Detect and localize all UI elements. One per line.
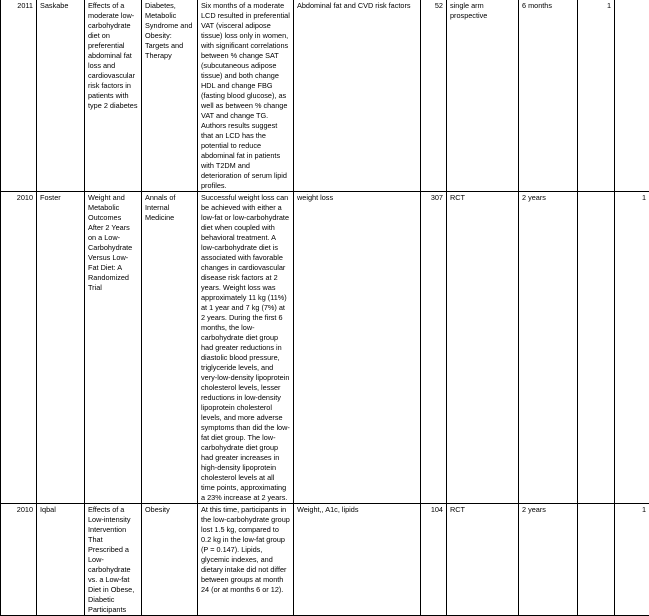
summary-cell: Successful weight loss can be achieved with either a low-fat or low-carbohydrate diet when coupled with behavioral treatment. A low-carbohydrate diet is associated with favorable changes in cardiovascular disease risk factors at 2 years. Weight loss was approximately 11 kg (11%) at 1 year and 7 kg (7%) at 2 years. During the first 6 months, the low-carbohydrate diet group had greater reductions in diastolic blood pressure, triglyceride levels, and very-low-density lipoprotein cholesterol levels, lesser reductions in low-density lipoprotein cholesterol levels, and more adverse symptoms than did the low-fat diet group. The low-carbohydrate diet group had greater increases in high-density lipoprotein cholesterol levels at all time points, approximating a 23% increase at 2 years. bbox=[198, 192, 294, 504]
year-cell: 2011 bbox=[1, 0, 37, 192]
sample-size-cell: 104 bbox=[421, 504, 447, 616]
design-cell: RCT bbox=[447, 504, 519, 616]
table-row bbox=[1, 504, 649, 616]
outcome-cell: Abdominal fat and CVD risk factors bbox=[294, 0, 421, 192]
duration-cell: 2 years bbox=[519, 192, 578, 504]
author-cell: Saskabe bbox=[37, 0, 85, 192]
table-row bbox=[1, 0, 649, 192]
count-cell-b bbox=[615, 0, 649, 192]
author-cell: Iqbal bbox=[37, 504, 85, 616]
count-cell-a bbox=[578, 504, 615, 616]
sample-size-cell: 307 bbox=[421, 192, 447, 504]
journal-cell: Obesity bbox=[142, 504, 198, 616]
outcome-cell: Weight,, A1c, lipids bbox=[294, 504, 421, 616]
summary-cell: At this time, participants in the low-carbohydrate group lost 1.5 kg, compared to 0.2 kg in the low-fat group (P = 0.147). Lipids, glycemic indexes, and dietary intake did not differ between groups at month 24 (or at months 6 or 12). bbox=[198, 504, 294, 616]
count-cell-a bbox=[578, 192, 615, 504]
count-cell-b: 1 bbox=[615, 504, 649, 616]
duration-cell: 2 years bbox=[519, 504, 578, 616]
duration-cell: 6 months bbox=[519, 0, 578, 192]
count-cell-a: 1 bbox=[578, 0, 615, 192]
design-cell: RCT bbox=[447, 192, 519, 504]
title-cell: Effects of a Low-intensity Intervention That Prescribed a Low-carbohydrate vs. a Low-fat Diet in Obese, Diabetic Participants bbox=[85, 504, 142, 616]
journal-cell: Annals of Internal Medicine bbox=[142, 192, 198, 504]
journal-cell: Diabetes, Metabolic Syndrome and Obesity: Targets and Therapy bbox=[142, 0, 198, 192]
title-cell: Weight and Metabolic Outcomes After 2 Years on a Low-Carbohydrate Versus Low-Fat Diet: A Randomized Trial bbox=[85, 192, 142, 504]
title-cell: Effects of a moderate low-carbohydrate diet on preferential abdominal fat loss and cardiovascular risk factors in patients with type 2 diabetes bbox=[85, 0, 142, 192]
author-cell: Foster bbox=[37, 192, 85, 504]
count-cell-b: 1 bbox=[615, 192, 649, 504]
table-row bbox=[1, 192, 649, 504]
design-cell: single arm prospective bbox=[447, 0, 519, 192]
year-cell: 2010 bbox=[1, 192, 37, 504]
sample-size-cell: 52 bbox=[421, 0, 447, 192]
year-cell: 2010 bbox=[1, 504, 37, 616]
summary-cell: Six months of a moderate LCD resulted in preferential VAT (visceral adipose tissue) loss only in women, with significant correlations between % change SAT (subcutaneous adipose tissue) and both change HDL and change FBG (fasting blood glucose), as well as between % change VAT and change TG. Authors results suggest that an LCD has the potential to reduce abdominal fat in patients with T2DM and deterioration of serum lipid profiles. bbox=[198, 0, 294, 192]
outcome-cell: weight loss bbox=[294, 192, 421, 504]
